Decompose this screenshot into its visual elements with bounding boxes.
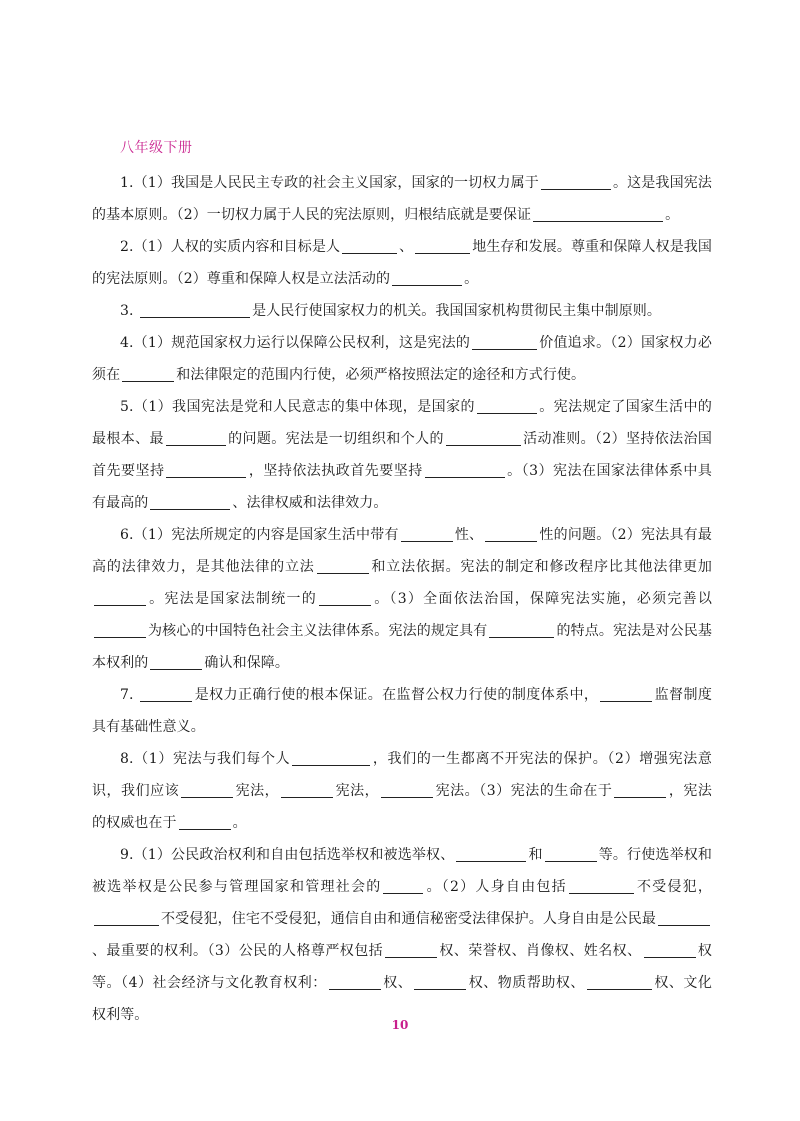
answer-blank bbox=[181, 781, 233, 798]
question-text: 地生存和发展。尊重和保障人权是我国的宪法原则。（2）尊重和保障人权是立法活动的 bbox=[92, 239, 713, 287]
answer-blank bbox=[122, 365, 174, 382]
question-text: 。宪法是国家法制统一的 bbox=[148, 591, 318, 607]
answer-blank bbox=[658, 909, 710, 926]
answer-blank bbox=[94, 589, 146, 606]
answer-blank bbox=[587, 973, 652, 990]
page-number: 10 bbox=[391, 1018, 409, 1032]
question-text: 的特点。宪法是对公民基本权利的 bbox=[92, 623, 712, 671]
question-text: 性、 bbox=[454, 527, 484, 543]
question-text: 。（2）人身自由包括 bbox=[425, 879, 567, 895]
answer-blank bbox=[140, 301, 250, 318]
question-text: 5.（1）我国宪法是党和人民意志的集中体现，是国家的 bbox=[120, 399, 475, 415]
answer-blank bbox=[385, 941, 437, 958]
question-item bbox=[92, 743, 712, 839]
question-text: 权、文化权利等。 bbox=[92, 975, 712, 1023]
answer-blank bbox=[545, 845, 597, 862]
question-text: 权等。（4）社会经济与文化教育权利： bbox=[92, 943, 712, 991]
question-text: 2.（1）人权的实质内容和目标是人 bbox=[120, 239, 341, 255]
question-text: 7. bbox=[120, 687, 139, 703]
answer-blank bbox=[569, 877, 634, 894]
question-item bbox=[92, 519, 712, 679]
answer-blank bbox=[401, 525, 453, 542]
question-text: 不受侵犯， bbox=[635, 879, 712, 895]
question-text: 、最重要的权利。（3）公民的人格尊严权包括 bbox=[92, 943, 384, 959]
answer-blank bbox=[392, 269, 462, 286]
question-text: 性的问题。（2）宪法具有最高的法律效力，是其他法律的立法 bbox=[92, 527, 712, 575]
question-text: 。（3）全面依法治国，保障宪法实施，必须完善以 bbox=[373, 591, 712, 607]
answer-blank bbox=[317, 557, 369, 574]
question-text: 和立法依据。宪法的制定和修改程序比其他法律更加 bbox=[370, 559, 712, 575]
question-text: 和 bbox=[528, 847, 543, 863]
answer-blank bbox=[329, 973, 381, 990]
question-text: 活动准则。（2）坚持依法治国首先要坚持 bbox=[92, 431, 713, 479]
answer-blank bbox=[179, 813, 231, 830]
question-item bbox=[92, 679, 712, 743]
question-text: 权、物质帮助权、 bbox=[468, 975, 585, 991]
question-text: 。（3）宪法在国家法律体系中具有最高的 bbox=[92, 463, 712, 511]
question-text: 6.（1）宪法所规定的内容是国家生活中带有 bbox=[120, 527, 399, 543]
question-text: 。宪法规定了国家生活中的最根本、最 bbox=[92, 399, 712, 447]
question-item bbox=[92, 839, 712, 1031]
question-text: 。 bbox=[232, 815, 247, 831]
question-text: 确认和保障。 bbox=[204, 655, 290, 671]
question-item bbox=[92, 391, 712, 519]
answer-blank bbox=[472, 333, 537, 350]
question-item bbox=[92, 327, 712, 391]
question-text: 和法律限定的范围内行使，必须严格按照法定的途径和方式行使。 bbox=[176, 367, 586, 383]
question-text: 。 bbox=[464, 271, 479, 287]
answer-blank bbox=[281, 781, 333, 798]
question-text: ，我们的一生都离不开宪法的保护。（2）增强宪法意识，我们应该 bbox=[92, 751, 712, 799]
question-text: ，宪法的权威也在于 bbox=[92, 783, 712, 831]
question-text: 权、 bbox=[382, 975, 413, 991]
question-text: 宪法， bbox=[235, 783, 280, 799]
answer-blank bbox=[456, 845, 526, 862]
question-text: 是人民行使国家权力的机关。我国国家机构贯彻民主集中制原则。 bbox=[252, 303, 662, 319]
answer-blank bbox=[150, 653, 202, 670]
question-text: 、法律权威和法律效力。 bbox=[232, 495, 388, 511]
answer-blank bbox=[150, 493, 230, 510]
question-text: 的问题。宪法是一切组织和个人的 bbox=[227, 431, 444, 447]
question-text: ，坚持依法执政首先要坚持 bbox=[248, 463, 423, 479]
question-text: 价值追求。（2）国家权力必须在 bbox=[92, 335, 712, 383]
answer-blank bbox=[319, 589, 371, 606]
question-item bbox=[92, 167, 712, 231]
question-text: 、 bbox=[399, 239, 414, 255]
answer-blank bbox=[381, 781, 433, 798]
answer-blank bbox=[94, 909, 159, 926]
question-text: 1.（1）我国是人民民主专政的社会主义国家，国家的一切权力属于 bbox=[120, 175, 539, 191]
question-text: 权、荣誉权、肖像权、姓名权、 bbox=[439, 943, 642, 959]
question-text: 9.（1）公民政治权利和自由包括选举权和被选举权、 bbox=[120, 847, 455, 863]
question-item bbox=[92, 231, 712, 295]
answer-blank bbox=[425, 461, 505, 478]
question-text: 宪法。（3）宪法的生命在于 bbox=[435, 783, 613, 799]
answer-blank bbox=[533, 205, 663, 222]
question-list bbox=[92, 167, 712, 1031]
question-text: 。 bbox=[665, 207, 680, 223]
question-text: 等。行使选举权和被选举权是公民参与管理国家和管理社会的 bbox=[92, 847, 712, 895]
answer-blank bbox=[166, 461, 246, 478]
question-text: 8.（1）宪法与我们每个人 bbox=[120, 751, 291, 767]
question-text: 是权力正确行使的根本保证。在监督公权力行使的制度体系中， bbox=[194, 687, 599, 703]
section-title: 八年级下册 bbox=[120, 140, 193, 156]
question-text: 宪法， bbox=[335, 783, 380, 799]
question-text: 3. bbox=[120, 303, 139, 319]
answer-blank bbox=[489, 621, 554, 638]
question-text: 。这是我国宪法的基本原则。（2）一切权力属于人民的宪法原则，归根结底就是要保证 bbox=[92, 175, 712, 223]
answer-blank bbox=[446, 429, 521, 446]
answer-blank bbox=[485, 525, 537, 542]
question-text: 为核心的中国特色社会主义法律体系。宪法的规定具有 bbox=[148, 623, 488, 639]
answer-blank bbox=[477, 397, 537, 414]
answer-blank bbox=[415, 237, 470, 254]
answer-blank bbox=[383, 877, 423, 894]
question-text: 不受侵犯，住宅不受侵犯，通信自由和通信秘密受法律保护。人身自由是公民最 bbox=[161, 911, 656, 927]
question-text: 4.（1）规范国家权力运行以保障公民权利，这是宪法的 bbox=[120, 335, 471, 351]
answer-blank bbox=[140, 685, 192, 702]
answer-blank bbox=[541, 173, 611, 190]
question-text: 监督制度具有基础性意义。 bbox=[92, 687, 712, 735]
answer-blank bbox=[614, 781, 666, 798]
answer-blank bbox=[94, 621, 146, 638]
answer-blank bbox=[292, 749, 370, 766]
answer-blank bbox=[342, 237, 397, 254]
answer-blank bbox=[644, 941, 696, 958]
answer-blank bbox=[600, 685, 652, 702]
answer-blank bbox=[414, 973, 466, 990]
answer-blank bbox=[166, 429, 226, 446]
question-item bbox=[92, 295, 712, 327]
